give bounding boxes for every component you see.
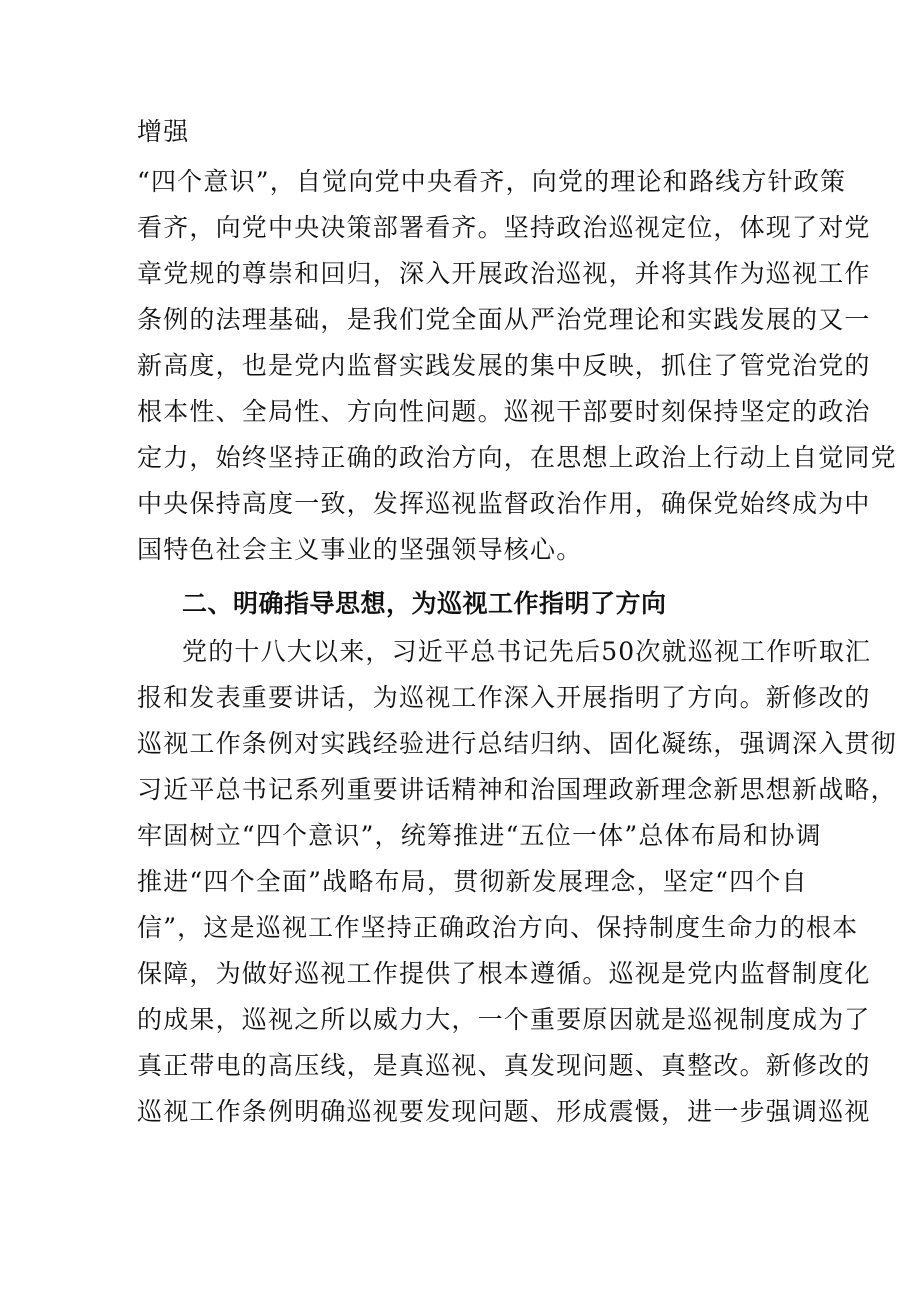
text-line: 章党规的尊崇和回归，深入开展政治巡视，并将其作为巡视工作 — [137, 259, 871, 288]
text-line: 巡视工作条例对实践经验进行总结归纳、固化凝练，强调深入贯彻 — [137, 729, 897, 758]
text-line: 保障，为做好巡视工作提供了根本遵循。巡视是党内监督制度化 — [137, 959, 871, 988]
text-line: 信”，这是巡视工作坚持正确政治方向、保持制度生命力的根本 — [137, 913, 859, 942]
text-line: 牢固树立“四个意识”，统筹推进“五位一体”总体布局和协调 — [137, 821, 822, 850]
text-line: 党的十八大以来，习近平总书记先后50次就巡视工作听取汇 — [182, 637, 872, 666]
text-line: 国特色社会主义事业的坚强领导核心。 — [137, 535, 583, 564]
text-line: 新高度，也是党内监督实践发展的集中反映，抓住了管党治党的 — [137, 351, 871, 380]
text-line: 定力，始终坚持正确的政治方向，在思想上政治上行动上自觉同党 — [137, 443, 897, 472]
text-line: 真正带电的高压线，是真巡视、真发现问题、真整改。新修改的 — [137, 1051, 871, 1080]
text-line: 中央保持高度一致，发挥巡视监督政治作用，确保党始终成为中 — [137, 489, 871, 518]
text-line: 的成果，巡视之所以威力大，一个重要原因就是巡视制度成为了 — [137, 1005, 871, 1034]
text-line: 根本性、全局性、方向性问题。巡视干部要时刻保持坚定的政治 — [137, 397, 871, 426]
text-line: 习近平总书记系列重要讲话精神和治国理政新理念新思想新战略， — [137, 775, 897, 804]
text-line: 巡视工作条例明确巡视要发现问题、形成震慑，进一步强调巡视 — [137, 1097, 871, 1126]
text-line: 增强 — [137, 117, 190, 146]
section-heading: 二、明确指导思想，为巡视工作指明了方向 — [182, 589, 667, 618]
text-line: 看齐，向党中央决策部署看齐。坚持政治巡视定位，体现了对党 — [137, 213, 871, 242]
text-line: 条例的法理基础，是我们党全面从严治党理论和实践发展的又一 — [137, 305, 871, 334]
text-line: 推进“四个全面”战略布局，贯彻新发展理念，坚定“四个自 — [137, 867, 808, 896]
text-line: “四个意识”，自觉向党中央看齐，向党的理论和路线方针政策 — [137, 167, 847, 196]
text-line: 报和发表重要讲话，为巡视工作深入开展指明了方向。新修改的 — [137, 683, 871, 712]
